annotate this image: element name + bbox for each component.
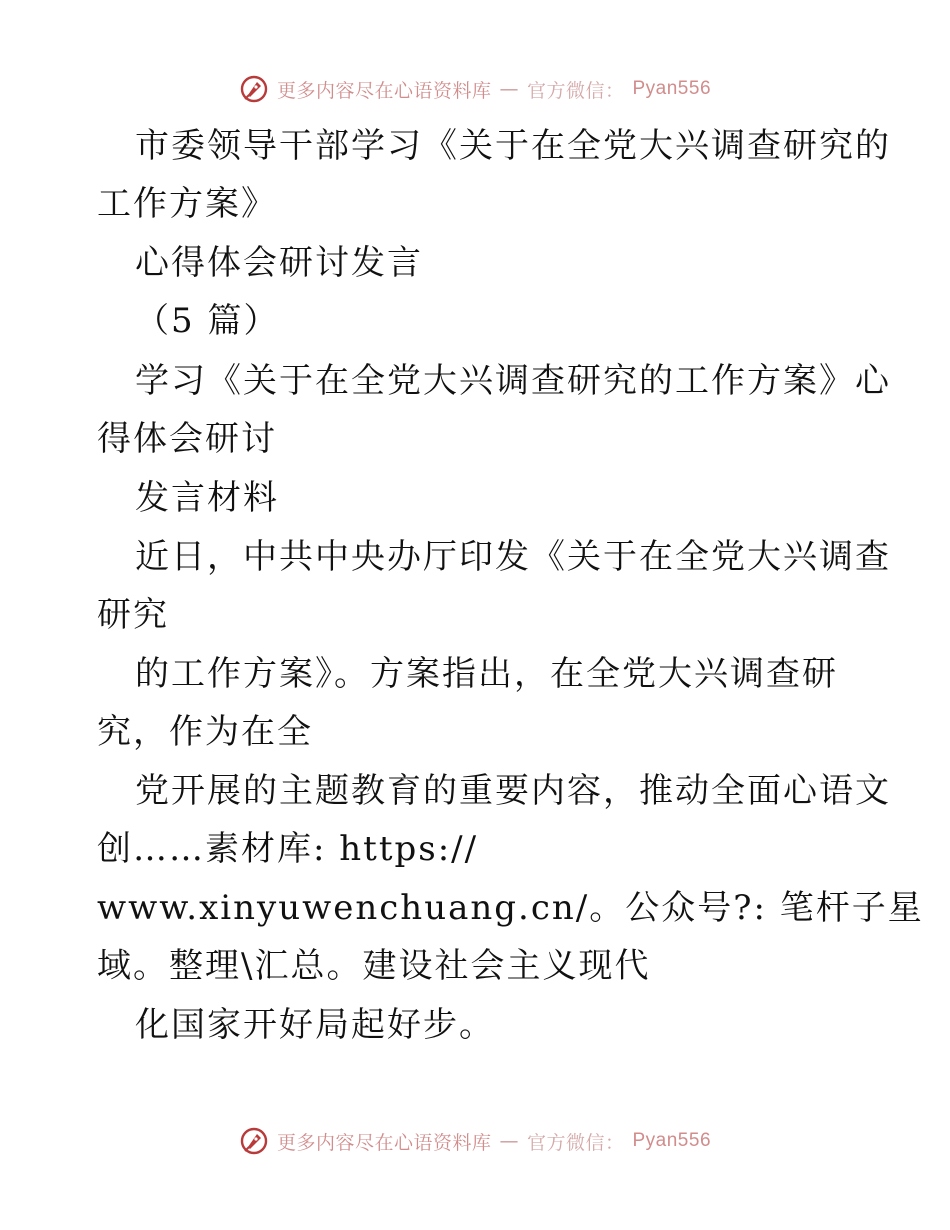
header-banner (0, 72, 950, 106)
footer-official-label: 官方微信： (526, 1131, 625, 1154)
footer-brand-text: 更多内容尽在心语资料库 (276, 1131, 492, 1154)
document-line: 创……素材库: https:// (97, 829, 479, 869)
footer-wechat-id: Pyan556 (632, 1130, 712, 1151)
footer-banner (0, 1124, 950, 1158)
document-line: 发言材料 (135, 478, 279, 518)
document-line: 工作方案》 (97, 184, 277, 224)
document-line: 心得体会研讨发言 (135, 243, 423, 283)
document-line: 究，作为在全 (97, 712, 313, 752)
document-line: 研究 (97, 595, 169, 635)
header-wechat-id: Pyan556 (632, 78, 712, 99)
pen-nib-logo-icon (239, 1126, 269, 1156)
document-line: 党开展的主题教育的重要内容，推动全面心语文 (135, 771, 891, 811)
document-line: （5 篇） (135, 301, 280, 341)
header-dash: — (499, 78, 519, 100)
document-line: 近日，中共中央办厅印发《关于在全党大兴调查 (135, 537, 891, 577)
document-line: www.xinyuwenchuang.cn/。公众号?: 笔杆子星 (97, 888, 924, 928)
header-official-label: 官方微信： (526, 79, 625, 102)
footer-dash: — (499, 1130, 519, 1152)
document-line: 的工作方案》。方案指出，在全党大兴调查研 (135, 654, 838, 694)
document-line: 域。整理\汇总。建设社会主义现代 (97, 946, 651, 986)
document-line: 市委领导干部学习《关于在全党大兴调查研究的 (135, 126, 891, 166)
document-line: 化国家开好局起好步。 (135, 1005, 495, 1045)
document-line: 学习《关于在全党大兴调查研究的工作方案》心 (135, 361, 891, 401)
document-line: 得体会研讨 (97, 419, 277, 459)
pen-nib-logo-icon (239, 74, 269, 104)
header-brand-text: 更多内容尽在心语资料库 (276, 79, 492, 102)
